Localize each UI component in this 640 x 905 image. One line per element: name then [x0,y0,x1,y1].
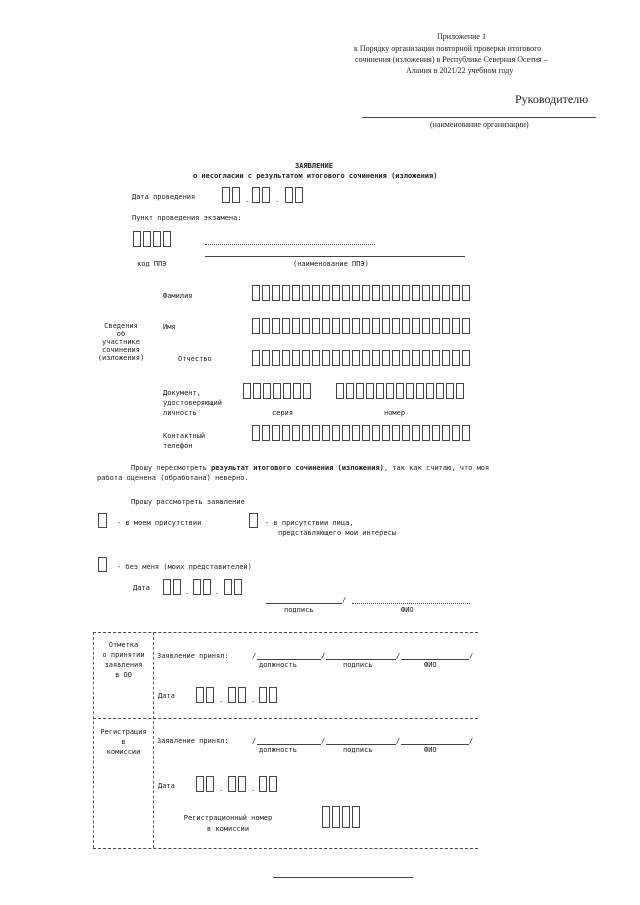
commission-date-year[interactable] [259,776,279,792]
name-cell[interactable] [272,318,280,334]
patronymic-cell[interactable] [442,350,450,366]
commission-date-month[interactable] [228,776,248,792]
phone-cell[interactable] [412,425,420,441]
surname-cells[interactable] [252,285,472,301]
name-cells[interactable] [252,318,472,334]
participant-section-label: Сведения об участнике сочинения (изложения) [97,322,145,362]
commission-signature-caption: подпись [343,746,373,754]
request-signature-caption: подпись [284,606,314,614]
phone-cell[interactable] [312,425,320,441]
phone-cell[interactable] [382,425,390,441]
request-signature-line[interactable] [266,603,342,604]
ppe-name-caption: (наименование ППЭ) [293,260,369,268]
org-caption: (наименование организации) [430,120,529,129]
series-cell[interactable] [303,383,311,399]
patronymic-cell[interactable] [312,350,320,366]
surname-cell[interactable] [292,285,300,301]
ppe-name-line[interactable] [205,256,465,257]
commission-fio-caption: ФИО [424,746,437,754]
footer-line [273,877,413,878]
surname-cell[interactable] [462,285,470,301]
document-number-cells[interactable] [336,383,466,399]
phone-cell[interactable] [442,425,450,441]
name-cell[interactable] [432,318,440,334]
surname-cell[interactable] [422,285,430,301]
patronymic-cell[interactable] [362,350,370,366]
series-cell[interactable] [263,383,271,399]
phone-cell[interactable] [422,425,430,441]
surname-cell[interactable] [412,285,420,301]
name-cell[interactable] [332,318,340,334]
phone-label: Контактный телефон [163,432,206,450]
name-label: Имя [163,323,176,331]
phone-cell[interactable] [262,425,270,441]
appendix-line-3: сочинения (изложения) в Республике Северная Осетия – [355,55,548,64]
phone-cell[interactable] [272,425,280,441]
reg-number-label: Регистрационный номер в комиссии [183,814,273,833]
patronymic-cell[interactable] [302,350,310,366]
request-fio-line[interactable] [352,603,470,604]
option-representative-label-1: - в присутствии лица, [265,519,354,527]
phone-cell[interactable] [452,425,460,441]
name-cell[interactable] [402,318,410,334]
name-cell[interactable] [462,318,470,334]
patronymic-cell[interactable] [402,350,410,366]
commission-position-caption: должность [259,746,297,754]
option-representative-checkbox[interactable] [249,513,258,528]
addressee: Руководителю [515,92,589,106]
name-cell[interactable] [442,318,450,334]
option-without-checkbox[interactable] [98,557,107,572]
option-presence-label: - в моем присутствии [117,519,202,527]
patronymic-cell[interactable] [252,350,260,366]
appendix-line-4: Алания в 2021/22 учебном году [406,66,514,75]
phone-cells[interactable] [252,425,472,441]
commission-section-label: Регистрация в комиссии [100,728,147,756]
series-cell[interactable] [243,383,251,399]
phone-cell[interactable] [252,425,260,441]
number-cell[interactable] [386,383,394,399]
surname-cell[interactable] [392,285,400,301]
name-cell[interactable] [342,318,350,334]
oo-section-label: Отметка о принятии заявления в ОО [102,641,145,679]
commission-date-day[interactable] [196,776,216,792]
commission-signature-line[interactable] [326,744,396,745]
patronymic-cell[interactable] [342,350,350,366]
name-cell[interactable] [252,318,260,334]
oo-fio-line[interactable] [401,659,469,660]
name-cell[interactable] [262,318,270,334]
name-cell[interactable] [302,318,310,334]
oo-fio-caption: ФИО [424,661,437,669]
request-date-label: Дата [133,584,150,592]
commission-accepted-label: Заявление принял: [157,737,229,745]
request-text-line2: работа оценена (обработана) неверно. [97,474,249,482]
request-fio-caption: ФИО [401,606,414,614]
ppe-code-caption: код ППЭ [137,260,167,268]
name-cell[interactable] [282,318,290,334]
patronymic-cell[interactable] [412,350,420,366]
number-cell[interactable] [436,383,444,399]
oo-position-caption: должность [259,661,297,669]
number-cell[interactable] [376,383,384,399]
name-cell[interactable] [392,318,400,334]
surname-cell[interactable] [302,285,310,301]
exam-date-month[interactable] [252,187,272,203]
patronymic-cell[interactable] [452,350,460,366]
name-cell[interactable] [422,318,430,334]
form-subtitle: о несогласии с результатом итогового сочинения (изложения) [193,172,438,180]
patronymic-cell[interactable] [282,350,290,366]
phone-cell[interactable] [332,425,340,441]
number-cell[interactable] [366,383,374,399]
patronymic-cell[interactable] [432,350,440,366]
name-cell[interactable] [412,318,420,334]
series-cell[interactable] [293,383,301,399]
name-cell[interactable] [292,318,300,334]
oo-signature-caption: подпись [343,661,373,669]
exam-date-year[interactable] [285,187,305,203]
appendix-line-1: Приложение 1 [437,32,486,41]
number-cell[interactable] [456,383,464,399]
surname-cell[interactable] [272,285,280,301]
name-cell[interactable] [382,318,390,334]
patronymic-cell[interactable] [462,350,470,366]
patronymic-cell[interactable] [272,350,280,366]
number-cell[interactable] [356,383,364,399]
surname-cell[interactable] [252,285,260,301]
exam-date-day[interactable] [222,187,242,203]
phone-cell[interactable] [342,425,350,441]
name-cell[interactable] [322,318,330,334]
request-date-month[interactable] [193,579,213,595]
surname-cell[interactable] [452,285,460,301]
org-line[interactable] [362,117,596,118]
exam-point-label: Пункт проведения экзамена: [132,214,242,222]
oo-date-month[interactable] [228,687,248,703]
phone-cell[interactable] [282,425,290,441]
surname-cell[interactable] [432,285,440,301]
phone-cell[interactable] [432,425,440,441]
patronymic-cell[interactable] [352,350,360,366]
option-representative-label-2: представляющего мои интересы [278,529,397,537]
series-cell[interactable] [283,383,291,399]
series-cell[interactable] [273,383,281,399]
phone-cell[interactable] [302,425,310,441]
phone-cell[interactable] [462,425,470,441]
surname-cell[interactable] [352,285,360,301]
number-cell[interactable] [346,383,354,399]
name-cell[interactable] [452,318,460,334]
phone-cell[interactable] [402,425,410,441]
appendix-line-2: к Порядку организации повторной проверки итогового [354,44,542,53]
request-date-day[interactable] [163,579,183,595]
commission-date-label: Дата [158,782,175,790]
number-caption: номер [384,409,406,417]
name-cell[interactable] [312,318,320,334]
oo-accepted-label: Заявление принял: [157,652,229,660]
commission-position-line[interactable] [257,744,321,745]
surname-cell[interactable] [382,285,390,301]
name-cell[interactable] [352,318,360,334]
request-date-year[interactable] [224,579,244,595]
surname-cell[interactable] [332,285,340,301]
number-cell[interactable] [416,383,424,399]
document-series-cells[interactable] [243,383,313,399]
patronymic-label: Отчество [178,355,212,363]
patronymic-cell[interactable] [392,350,400,366]
phone-cell[interactable] [292,425,300,441]
number-cell[interactable] [406,383,414,399]
patronymic-cells[interactable] [252,350,472,366]
oo-date-label: Дата [158,692,175,700]
phone-cell[interactable] [392,425,400,441]
name-cell[interactable] [362,318,370,334]
patronymic-cell[interactable] [372,350,380,366]
patronymic-cell[interactable] [292,350,300,366]
patronymic-cell[interactable] [422,350,430,366]
document-label: Документ, удостоверяющий личность [163,389,223,417]
surname-cell[interactable] [282,285,290,301]
form-title: ЗАЯВЛЕНИЕ [295,162,333,170]
request-text: Прошу пересмотреть результат итогового сочинения (изложения), так как считаю, что моя [131,464,490,472]
option-without-label: - без меня (моих представителей) [117,563,252,571]
surname-cell[interactable] [442,285,450,301]
patronymic-cell[interactable] [262,350,270,366]
oo-position-line[interactable] [257,659,321,660]
number-cell[interactable] [426,383,434,399]
phone-cell[interactable] [352,425,360,441]
oo-date-year[interactable] [259,687,279,703]
surname-cell[interactable] [342,285,350,301]
option-presence-checkbox[interactable] [98,513,107,528]
number-cell[interactable] [446,383,454,399]
oo-signature-line[interactable] [326,659,396,660]
surname-cell[interactable] [372,285,380,301]
series-caption: серия [272,409,294,417]
surname-cell[interactable] [322,285,330,301]
phone-cell[interactable] [322,425,330,441]
surname-cell[interactable] [262,285,270,301]
phone-cell[interactable] [372,425,380,441]
patronymic-cell[interactable] [332,350,340,366]
consider-label: Прошу рассмотреть заявление [131,498,245,506]
exam-date-label: Дата проведения [132,193,196,201]
number-cell[interactable] [336,383,344,399]
patronymic-cell[interactable] [322,350,330,366]
commission-fio-line[interactable] [401,744,469,745]
number-cell[interactable] [396,383,404,399]
surname-cell[interactable] [312,285,320,301]
surname-cell[interactable] [402,285,410,301]
surname-cell[interactable] [362,285,370,301]
patronymic-cell[interactable] [382,350,390,366]
reg-number-cells[interactable] [322,806,362,828]
oo-date-day[interactable] [196,687,216,703]
series-cell[interactable] [253,383,261,399]
phone-cell[interactable] [362,425,370,441]
surname-label: Фамилия [163,292,193,300]
name-cell[interactable] [372,318,380,334]
ppe-code-cells[interactable] [133,231,173,247]
